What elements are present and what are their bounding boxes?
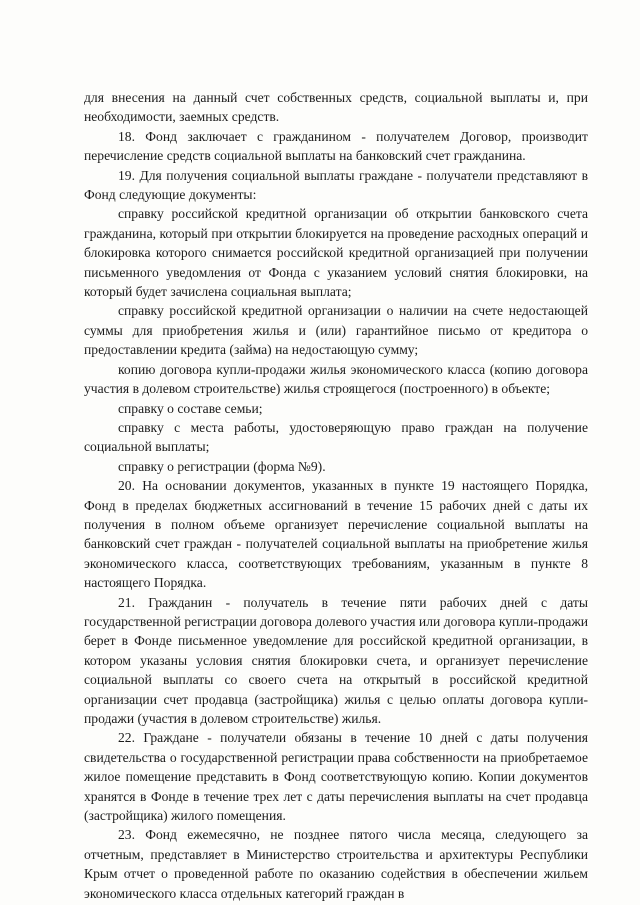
list-item-family-certificate: справку о составе семьи; xyxy=(118,400,263,416)
paragraph-21: 21. Гражданин - получатель в течение пяти рабочих дней с даты государственной регистрации договора долевого участия или договора купли-продажи берет в Фонде письменное уведомление для российской кредитной организации, в котором указаны условия снятия блокировки счета, и организует перечисление социальной выплаты со своего счета на открытый в российской кредитной организации счет продавца (застройщика) жилья с целью оплаты договора купли-продажи (участия в долевом строительстве) жилья. xyxy=(84,594,588,726)
paragraph-19: 19. Для получения социальной выплаты граждане - получатели представляют в Фонд следующие документы: xyxy=(84,167,588,203)
paragraph-22: 22. Граждане - получатели обязаны в течение 10 дней с даты получения свидетельства о государственной регистрации права собственности на приобретаемое жилое помещение представить в Фонд соответствующую копию. Копии документов хранятся в Фонде в течение трех лет с даты перечисления выплаты на счет продавца (застройщика) жилого помещения. xyxy=(84,730,588,824)
paragraph-20: 20. На основании документов, указанных в пункте 19 настоящего Порядка, Фонд в пределах бюджетных ассигнований в течение 15 рабочих дней с даты их получения в полном объеме организует перечисление социальной выплаты на банковский счет граждан - получателей социальной выплаты на приобретение жилья экономического класса, соответствующих требованиям, указанным в пункте 8 настоящего Порядка. xyxy=(84,478,588,591)
list-item-employment-certificate: справку с места работы, удостоверяющую право граждан на получение социальной выплаты; xyxy=(84,419,588,455)
list-item-registration-certificate: справку о регистрации (форма №9). xyxy=(118,458,326,474)
list-item-funds-certificate: справку российской кредитной организации о наличии на счете недостающей суммы для приобретения жилья и (или) гарантийное письмо от кредитора о предоставлении кредита (займа) на недостающую сумму; xyxy=(84,303,588,358)
paragraph-continuation: для внесения на данный счет собственных средств, социальной выплаты и, при необходимости, заемных средств. xyxy=(84,90,588,125)
paragraph-23: 23. Фонд ежемесячно, не позднее пятого числа месяца, следующего за отчетным, представляет в Министерство строительства и архитектуры Республики Крым отчет о проведенной работе по оказанию содействия в обеспечении жильем экономического класса отдельных категорий граждан в xyxy=(84,827,588,901)
list-item-bank-account-certificate: справку российской кредитной организации об открытии банковского счета гражданина, который при открытии блокируется на проведение расходных операций и блокировка которого снимается российской кредитной организацией при получении письменного уведомления от Фонда с указанием условий снятия блокировки, на который будет зачислена социальная выплата; xyxy=(84,206,588,300)
list-item-contract-copy: копию договора купли-продажи жилья экономического класса (копию договора участия в долевом строительстве) жилья строящегося (построенного) в объекте; xyxy=(84,361,588,397)
paragraph-18: 18. Фонд заключает с гражданином - получателем Договор, производит перечисление средств социальной выплаты на банковский счет гражданина. xyxy=(84,128,588,164)
